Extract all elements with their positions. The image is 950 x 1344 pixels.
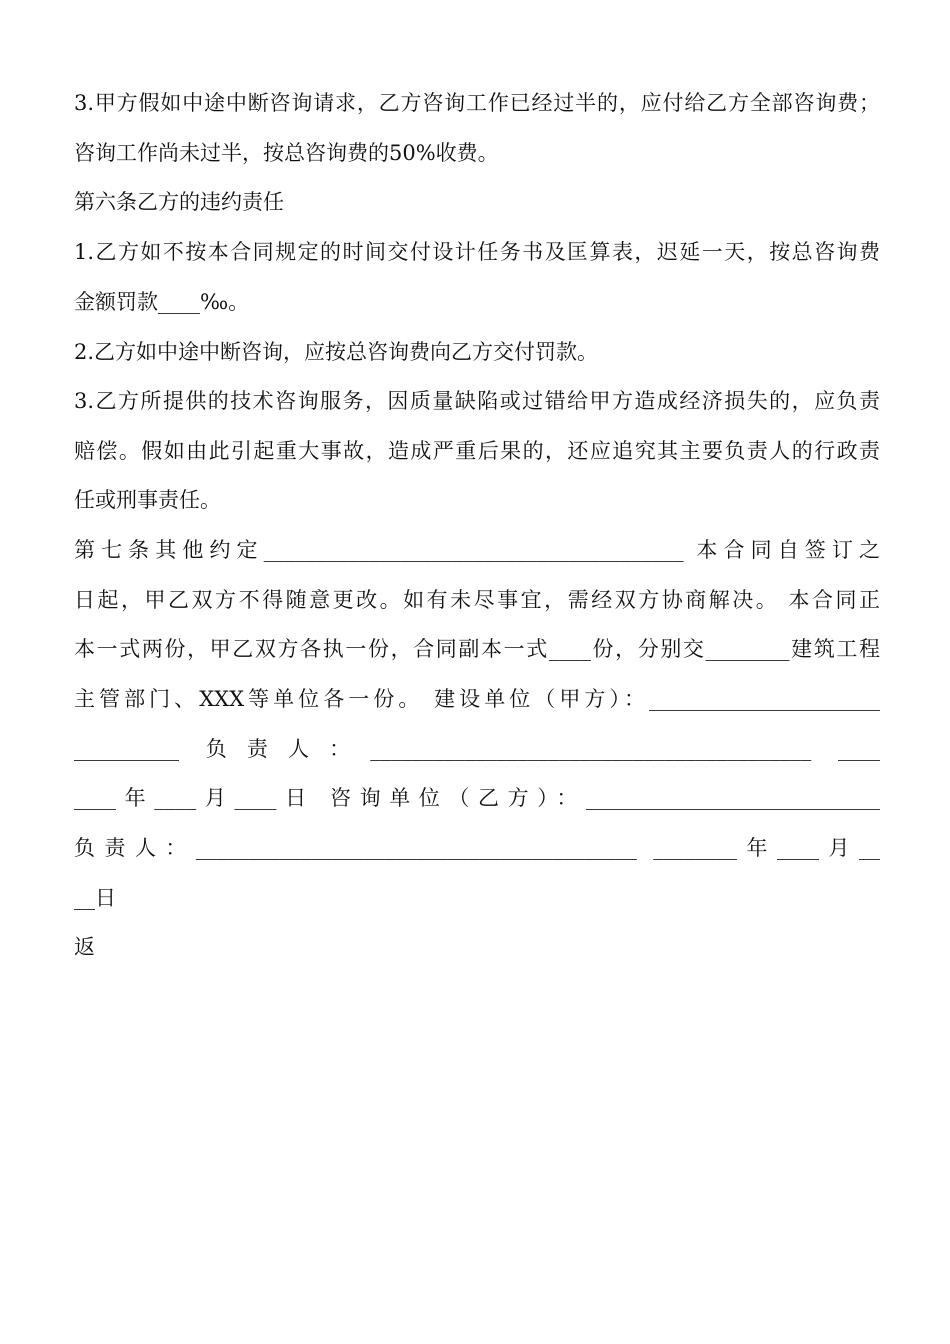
signature-line: __________ 负责人：__________________________________________ ____: [74, 737, 880, 761]
text-line: 日起，甲乙双方不得随意更改。如有未尽事宜，需经双方协商解决。 本合同正: [74, 588, 880, 612]
section-heading: 第七条其他约定________________________________________ 本合同自签订之: [74, 538, 880, 562]
text-line: 主管部门、XXX等单位各一份。 建设单位（甲方）：______________________: [74, 687, 880, 711]
text-line: 本一式两份，甲乙双方各执一份，合同副本一式____份，分别交________建筑工程: [74, 637, 880, 661]
text-line: 任或刑事责任。: [74, 488, 221, 512]
text-line: 3.甲方假如中途中断咨询请求，乙方咨询工作已经过半的，应付给乙方全部咨询费；: [74, 91, 880, 115]
text-line: 金额罚款____‰。: [74, 290, 250, 314]
text-line: 1.乙方如不按本合同规定的时间交付设计任务书及匡算表，迟延一天，按总咨询费: [74, 240, 880, 264]
section-heading: 第六条乙方的违约责任: [74, 190, 284, 214]
text-line: 3.乙方所提供的技术咨询服务，因质量缺陷或过错给甲方造成经济损失的，应负责: [74, 389, 880, 413]
text-line: 赔偿。假如由此引起重大事故，造成严重后果的，还应追究其主要负责人的行政责: [74, 439, 880, 463]
text-line: 2.乙方如中途中断咨询，应按总咨询费向乙方交付罚款。: [74, 340, 599, 364]
return-text: 返: [74, 935, 95, 959]
text-line: 咨询工作尚未过半，按总咨询费的50%收费。: [74, 141, 499, 165]
signature-line: 负责人：__________________________________________ ________年____月__: [74, 836, 880, 860]
signature-line: ____年____月____日 咨询单位（乙方）：____________________________: [74, 786, 880, 810]
date-line: __日: [74, 886, 116, 910]
